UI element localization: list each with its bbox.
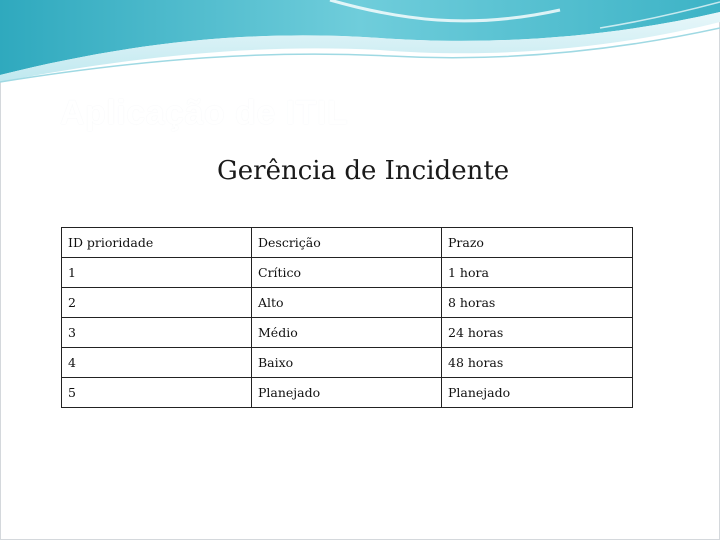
table-cell: Planejado: [252, 378, 442, 408]
table-cell: 4: [62, 348, 252, 378]
table-header-row: [62, 228, 633, 258]
table-cell: 2: [62, 288, 252, 318]
table-row: [62, 288, 633, 318]
table-cell: Crítico: [252, 258, 442, 288]
table-cell: 48 horas: [442, 348, 633, 378]
table-cell: 3: [62, 318, 252, 348]
header-cell-deadline: Prazo: [442, 228, 633, 258]
table-row: [62, 378, 633, 408]
table-cell: 1 hora: [442, 258, 633, 288]
table-row: [62, 318, 633, 348]
priority-table: [61, 227, 633, 408]
slide-title: Aplicação de ITIL: [60, 94, 349, 132]
table-cell: 24 horas: [442, 318, 633, 348]
table-cell: 8 horas: [442, 288, 633, 318]
slide-subtitle: Gerência de Incidente: [217, 156, 510, 186]
header-wave-decoration: [0, 0, 720, 90]
subtitle-container: [217, 156, 509, 186]
header-cell-description: Descrição: [252, 228, 442, 258]
table-cell: 1: [62, 258, 252, 288]
table-cell: 5: [62, 378, 252, 408]
table-row: [62, 258, 633, 288]
header-cell-id: ID prioridade: [62, 228, 252, 258]
table-cell: Médio: [252, 318, 442, 348]
table-cell: Baixo: [252, 348, 442, 378]
table-cell: Alto: [252, 288, 442, 318]
table-row: [62, 348, 633, 378]
table-cell: Planejado: [442, 378, 633, 408]
